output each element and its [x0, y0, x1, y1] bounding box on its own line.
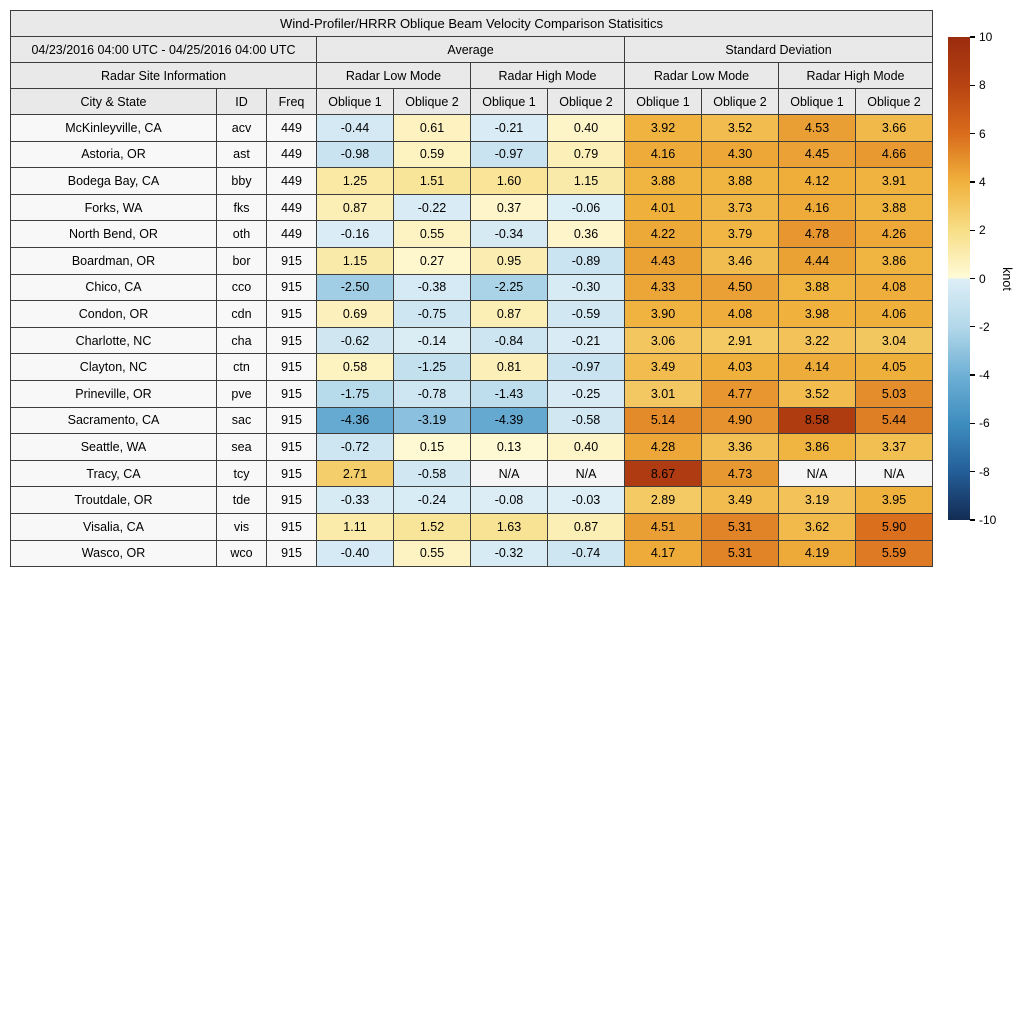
- average-group-header: Average: [317, 37, 625, 63]
- value-cell: 3.88: [625, 168, 702, 195]
- id-cell: sea: [217, 434, 267, 461]
- value-cell: -0.34: [471, 221, 548, 248]
- value-cell: -0.38: [394, 274, 471, 301]
- id-cell: oth: [217, 221, 267, 248]
- value-cell: 0.27: [394, 247, 471, 274]
- colorbar-axis-label: knot: [1000, 266, 1014, 291]
- value-cell: 3.91: [856, 168, 933, 195]
- id-cell: wco: [217, 540, 267, 567]
- value-cell: N/A: [856, 460, 933, 487]
- colorbar-tick-label: 10: [979, 30, 993, 44]
- value-cell: 3.52: [779, 380, 856, 407]
- group-header-row: [11, 37, 933, 63]
- colorbar-tick-label: 0: [979, 271, 986, 286]
- value-cell: 4.19: [779, 540, 856, 567]
- value-cell: 3.90: [625, 301, 702, 328]
- value-cell: 4.03: [702, 354, 779, 381]
- value-cell: 4.51: [625, 513, 702, 540]
- colorbar-tick-label: 8: [979, 78, 986, 93]
- table-row: [11, 221, 933, 248]
- colorbar-tick-label: -8: [979, 464, 990, 479]
- col-header-id: ID: [217, 89, 267, 115]
- value-cell: -1.43: [471, 380, 548, 407]
- value-cell: 5.59: [856, 540, 933, 567]
- freq-cell: 915: [267, 301, 317, 328]
- colorbar-tick: [970, 230, 975, 231]
- value-cell: 3.49: [702, 487, 779, 514]
- col-header-city: City & State: [11, 89, 217, 115]
- value-cell: 0.61: [394, 115, 471, 142]
- value-cell: 1.52: [394, 513, 471, 540]
- value-cell: 3.04: [856, 327, 933, 354]
- value-cell: 4.22: [625, 221, 702, 248]
- table-row: [11, 115, 933, 142]
- value-cell: 1.15: [548, 168, 625, 195]
- value-cell: 5.31: [702, 540, 779, 567]
- freq-cell: 915: [267, 380, 317, 407]
- value-cell: -0.21: [548, 327, 625, 354]
- value-cell: 0.13: [471, 434, 548, 461]
- table-row: [11, 513, 933, 540]
- city-cell: North Bend, OR: [11, 221, 217, 248]
- value-cell: -0.40: [317, 540, 394, 567]
- value-cell: 3.95: [856, 487, 933, 514]
- value-cell: 5.03: [856, 380, 933, 407]
- value-cell: 3.86: [856, 247, 933, 274]
- freq-cell: 449: [267, 168, 317, 195]
- table-row: [11, 141, 933, 168]
- value-cell: 3.22: [779, 327, 856, 354]
- value-cell: 4.66: [856, 141, 933, 168]
- city-cell: Astoria, OR: [11, 141, 217, 168]
- id-cell: cco: [217, 274, 267, 301]
- colorbar-tick: [970, 181, 975, 182]
- value-cell: 3.37: [856, 434, 933, 461]
- date-range-cell: 04/23/2016 04:00 UTC - 04/25/2016 04:00 UTC: [11, 37, 317, 63]
- col-header-oblique: Oblique 2: [394, 89, 471, 115]
- value-cell: -0.33: [317, 487, 394, 514]
- value-cell: -0.97: [548, 354, 625, 381]
- freq-cell: 915: [267, 513, 317, 540]
- value-cell: 3.49: [625, 354, 702, 381]
- city-cell: Prineville, OR: [11, 380, 217, 407]
- value-cell: 4.06: [856, 301, 933, 328]
- value-cell: 1.11: [317, 513, 394, 540]
- value-cell: 0.37: [471, 194, 548, 221]
- col-header-freq: Freq: [267, 89, 317, 115]
- city-cell: Charlotte, NC: [11, 327, 217, 354]
- table-row: [11, 194, 933, 221]
- value-cell: 0.40: [548, 115, 625, 142]
- city-cell: Clayton, NC: [11, 354, 217, 381]
- value-cell: -0.30: [548, 274, 625, 301]
- value-cell: 4.45: [779, 141, 856, 168]
- id-cell: cdn: [217, 301, 267, 328]
- value-cell: -2.25: [471, 274, 548, 301]
- freq-cell: 449: [267, 115, 317, 142]
- value-cell: -1.25: [394, 354, 471, 381]
- value-cell: 3.92: [625, 115, 702, 142]
- city-cell: Condon, OR: [11, 301, 217, 328]
- value-cell: -3.19: [394, 407, 471, 434]
- value-cell: -0.21: [471, 115, 548, 142]
- value-cell: 3.66: [856, 115, 933, 142]
- id-cell: ctn: [217, 354, 267, 381]
- value-cell: 0.36: [548, 221, 625, 248]
- value-cell: 0.55: [394, 221, 471, 248]
- freq-cell: 449: [267, 141, 317, 168]
- stddev-group-header: Standard Deviation: [625, 37, 933, 63]
- value-cell: 3.62: [779, 513, 856, 540]
- col-header-oblique: Oblique 1: [317, 89, 394, 115]
- id-cell: ast: [217, 141, 267, 168]
- value-cell: -0.97: [471, 141, 548, 168]
- std-low-mode-header: Radar Low Mode: [625, 63, 779, 89]
- col-header-oblique: Oblique 1: [625, 89, 702, 115]
- value-cell: -0.75: [394, 301, 471, 328]
- colorbar-tick-label: 4: [979, 174, 986, 189]
- city-cell: Wasco, OR: [11, 540, 217, 567]
- table-row: [11, 434, 933, 461]
- freq-cell: 915: [267, 407, 317, 434]
- colorbar-tick-label: -10: [979, 513, 997, 527]
- table-row: [11, 247, 933, 274]
- value-cell: 4.12: [779, 168, 856, 195]
- value-cell: 4.50: [702, 274, 779, 301]
- table-row: [11, 168, 933, 195]
- value-cell: 0.87: [317, 194, 394, 221]
- value-cell: 4.14: [779, 354, 856, 381]
- id-cell: bor: [217, 247, 267, 274]
- table-row: [11, 380, 933, 407]
- value-cell: 3.01: [625, 380, 702, 407]
- value-cell: 4.73: [702, 460, 779, 487]
- value-cell: -1.75: [317, 380, 394, 407]
- value-cell: 3.46: [702, 247, 779, 274]
- value-cell: 4.33: [625, 274, 702, 301]
- value-cell: 1.25: [317, 168, 394, 195]
- value-cell: -0.78: [394, 380, 471, 407]
- value-cell: -0.03: [548, 487, 625, 514]
- value-cell: 0.87: [471, 301, 548, 328]
- value-cell: N/A: [548, 460, 625, 487]
- freq-cell: 449: [267, 221, 317, 248]
- value-cell: -4.36: [317, 407, 394, 434]
- value-cell: 1.51: [394, 168, 471, 195]
- freq-cell: 915: [267, 434, 317, 461]
- value-cell: -0.44: [317, 115, 394, 142]
- colorbar-tick: [970, 278, 975, 279]
- value-cell: -0.74: [548, 540, 625, 567]
- city-cell: Chico, CA: [11, 274, 217, 301]
- title-row: [11, 11, 933, 37]
- city-cell: Sacramento, CA: [11, 407, 217, 434]
- value-cell: -0.32: [471, 540, 548, 567]
- value-cell: 3.36: [702, 434, 779, 461]
- table-body: [11, 115, 933, 567]
- value-cell: 4.78: [779, 221, 856, 248]
- value-cell: 4.16: [779, 194, 856, 221]
- colorbar-tick-label: -4: [979, 368, 990, 383]
- value-cell: 3.88: [779, 274, 856, 301]
- freq-cell: 915: [267, 327, 317, 354]
- value-cell: 5.44: [856, 407, 933, 434]
- table-row: [11, 274, 933, 301]
- value-cell: N/A: [779, 460, 856, 487]
- col-header-oblique: Oblique 1: [471, 89, 548, 115]
- freq-cell: 915: [267, 247, 317, 274]
- avg-high-mode-header: Radar High Mode: [471, 63, 625, 89]
- value-cell: -0.98: [317, 141, 394, 168]
- value-cell: 0.81: [471, 354, 548, 381]
- value-cell: 0.58: [317, 354, 394, 381]
- colorbar-wrap: [948, 30, 1024, 527]
- value-cell: 4.53: [779, 115, 856, 142]
- city-cell: Forks, WA: [11, 194, 217, 221]
- value-cell: -0.22: [394, 194, 471, 221]
- value-cell: -0.89: [548, 247, 625, 274]
- value-cell: 4.17: [625, 540, 702, 567]
- value-cell: 0.87: [548, 513, 625, 540]
- id-cell: vis: [217, 513, 267, 540]
- value-cell: -0.25: [548, 380, 625, 407]
- colorbar-tick: [970, 133, 975, 134]
- id-cell: tde: [217, 487, 267, 514]
- city-cell: Visalia, CA: [11, 513, 217, 540]
- table-row: [11, 460, 933, 487]
- colorbar-tick: [970, 326, 975, 327]
- value-cell: 3.88: [702, 168, 779, 195]
- table-row: [11, 354, 933, 381]
- table-row: [11, 301, 933, 328]
- colorbar-tick-label: -2: [979, 319, 990, 334]
- value-cell: 4.08: [856, 274, 933, 301]
- table-row: [11, 487, 933, 514]
- value-cell: 2.89: [625, 487, 702, 514]
- value-cell: 4.77: [702, 380, 779, 407]
- value-cell: 5.31: [702, 513, 779, 540]
- colorbar-tick-label: -6: [979, 416, 990, 431]
- freq-cell: 915: [267, 460, 317, 487]
- std-high-mode-header: Radar High Mode: [779, 63, 933, 89]
- value-cell: 4.08: [702, 301, 779, 328]
- colorbar-tick-label: 6: [979, 126, 986, 141]
- value-cell: 4.01: [625, 194, 702, 221]
- value-cell: 3.86: [779, 434, 856, 461]
- value-cell: -0.72: [317, 434, 394, 461]
- city-cell: McKinleyville, CA: [11, 115, 217, 142]
- value-cell: -0.06: [548, 194, 625, 221]
- stats-table: [10, 10, 933, 567]
- table-row: [11, 407, 933, 434]
- value-cell: 4.26: [856, 221, 933, 248]
- id-cell: fks: [217, 194, 267, 221]
- freq-cell: 915: [267, 274, 317, 301]
- value-cell: 0.15: [394, 434, 471, 461]
- value-cell: 3.19: [779, 487, 856, 514]
- id-cell: acv: [217, 115, 267, 142]
- table-row: [11, 540, 933, 567]
- value-cell: 2.71: [317, 460, 394, 487]
- value-cell: 3.73: [702, 194, 779, 221]
- value-cell: 0.69: [317, 301, 394, 328]
- avg-low-mode-header: Radar Low Mode: [317, 63, 471, 89]
- value-cell: 4.30: [702, 141, 779, 168]
- id-cell: tcy: [217, 460, 267, 487]
- value-cell: -0.08: [471, 487, 548, 514]
- value-cell: 4.05: [856, 354, 933, 381]
- value-cell: 8.67: [625, 460, 702, 487]
- value-cell: 3.98: [779, 301, 856, 328]
- col-header-oblique: Oblique 2: [856, 89, 933, 115]
- colorbar: [948, 37, 970, 520]
- value-cell: -0.59: [548, 301, 625, 328]
- col-header-oblique: Oblique 2: [548, 89, 625, 115]
- value-cell: -2.50: [317, 274, 394, 301]
- value-cell: 0.59: [394, 141, 471, 168]
- table-title: Wind-Profiler/HRRR Oblique Beam Velocity Comparison Statisitics: [11, 11, 933, 37]
- value-cell: 4.44: [779, 247, 856, 274]
- value-cell: 0.95: [471, 247, 548, 274]
- value-cell: 5.90: [856, 513, 933, 540]
- value-cell: 4.43: [625, 247, 702, 274]
- value-cell: 3.52: [702, 115, 779, 142]
- col-header-oblique: Oblique 2: [702, 89, 779, 115]
- value-cell: 8.58: [779, 407, 856, 434]
- value-cell: -0.62: [317, 327, 394, 354]
- freq-cell: 915: [267, 540, 317, 567]
- city-cell: Bodega Bay, CA: [11, 168, 217, 195]
- value-cell: 1.15: [317, 247, 394, 274]
- value-cell: N/A: [471, 460, 548, 487]
- freq-cell: 915: [267, 487, 317, 514]
- value-cell: 0.55: [394, 540, 471, 567]
- value-cell: -0.16: [317, 221, 394, 248]
- value-cell: 4.28: [625, 434, 702, 461]
- value-cell: 3.06: [625, 327, 702, 354]
- value-cell: -0.24: [394, 487, 471, 514]
- freq-cell: 915: [267, 354, 317, 381]
- city-cell: Boardman, OR: [11, 247, 217, 274]
- value-cell: 1.60: [471, 168, 548, 195]
- city-cell: Troutdale, OR: [11, 487, 217, 514]
- value-cell: -0.84: [471, 327, 548, 354]
- colorbar-tick-label: 2: [979, 223, 986, 238]
- mode-header-row: [11, 63, 933, 89]
- colorbar-tick: [970, 519, 975, 520]
- column-header-row: [11, 89, 933, 115]
- value-cell: 1.63: [471, 513, 548, 540]
- value-cell: 3.79: [702, 221, 779, 248]
- value-cell: 0.79: [548, 141, 625, 168]
- colorbar-tick: [970, 36, 975, 37]
- city-cell: Tracy, CA: [11, 460, 217, 487]
- colorbar-tick: [970, 423, 975, 424]
- freq-cell: 449: [267, 194, 317, 221]
- value-cell: 5.14: [625, 407, 702, 434]
- value-cell: -0.58: [394, 460, 471, 487]
- table-row: [11, 327, 933, 354]
- value-cell: 0.40: [548, 434, 625, 461]
- id-cell: bby: [217, 168, 267, 195]
- value-cell: 4.16: [625, 141, 702, 168]
- value-cell: -0.14: [394, 327, 471, 354]
- value-cell: 3.88: [856, 194, 933, 221]
- value-cell: 4.90: [702, 407, 779, 434]
- colorbar-tick: [970, 471, 975, 472]
- city-cell: Seattle, WA: [11, 434, 217, 461]
- value-cell: -0.58: [548, 407, 625, 434]
- col-header-oblique: Oblique 1: [779, 89, 856, 115]
- id-cell: pve: [217, 380, 267, 407]
- value-cell: -4.39: [471, 407, 548, 434]
- site-info-header: Radar Site Information: [11, 63, 317, 89]
- value-cell: 2.91: [702, 327, 779, 354]
- id-cell: cha: [217, 327, 267, 354]
- id-cell: sac: [217, 407, 267, 434]
- colorbar-tick: [970, 374, 975, 375]
- colorbar-tick: [970, 85, 975, 86]
